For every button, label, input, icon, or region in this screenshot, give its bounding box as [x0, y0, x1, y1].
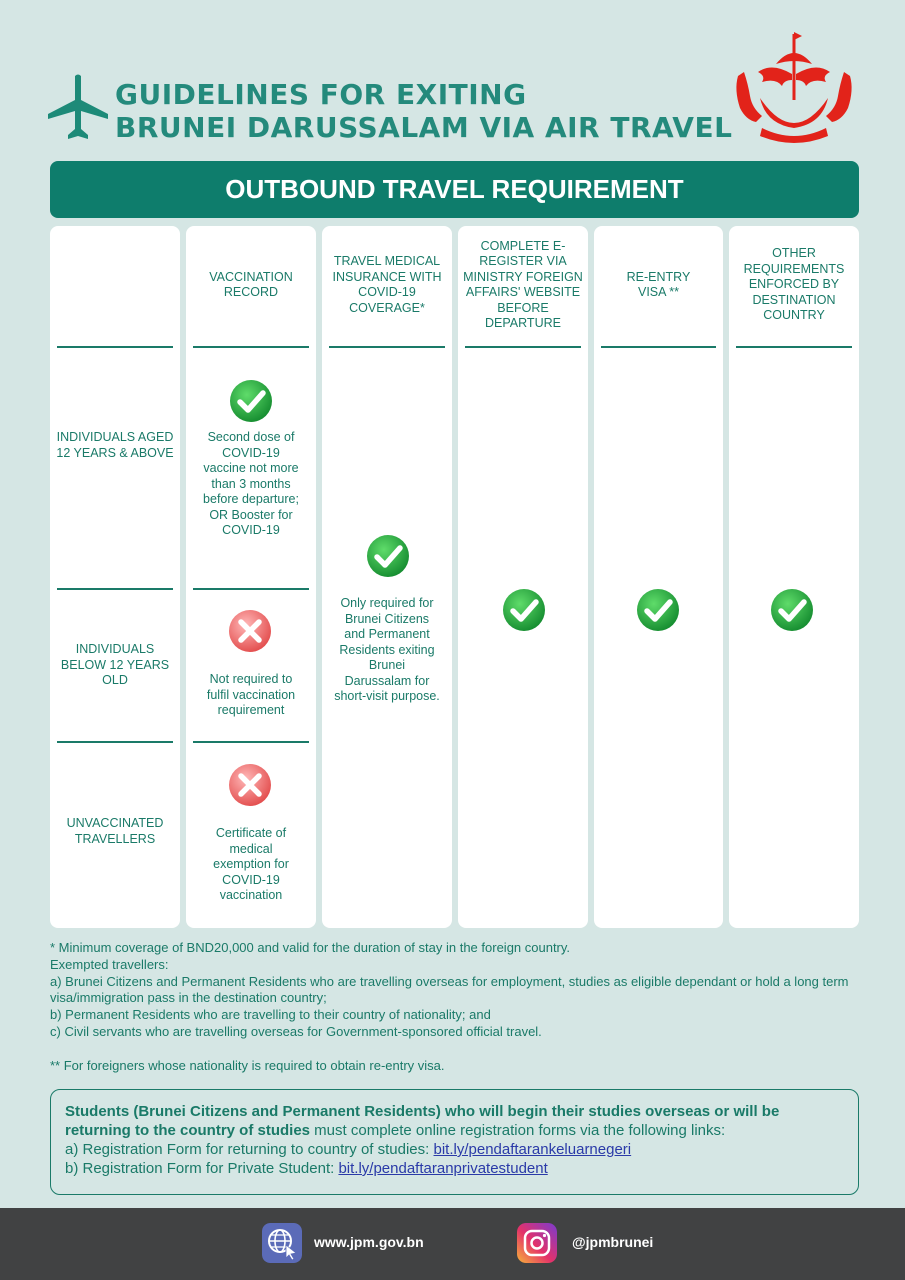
- footnote-exempted-a: a) Brunei Citizens and Permanent Residents who are travelling overseas for employment, studies as eligible dependant or hold a long term visa/immigration pass in the destination country;: [50, 973, 849, 1006]
- vaccination-column: [186, 226, 316, 928]
- row-label-unvaccinated: UNVACCINATED TRAVELLERS: [66, 816, 164, 846]
- brunei-emblem: [732, 28, 856, 144]
- other-requirements-column: [729, 226, 859, 928]
- footnote-insurance: * Minimum coverage of BND20,000 and valid for the duration of stay in the foreign country.: [50, 940, 571, 955]
- column-header-vaccination: VACCINATION RECORD: [209, 269, 293, 299]
- instagram-icon[interactable]: [517, 1223, 557, 1263]
- cross-icon: [226, 607, 274, 655]
- students-normal-text: must complete online registration forms via the following links:: [310, 1122, 726, 1139]
- title-line-1: GUIDELINES FOR EXITING: [115, 78, 527, 111]
- reentry-column: [594, 226, 723, 928]
- column-header-other: OTHER REQUIREMENTS ENFORCED BY DESTINATION COUNTRY: [743, 246, 845, 323]
- footer: [0, 1208, 905, 1280]
- header-divider: [57, 346, 173, 348]
- row-label-aged-12-above: INDIVIDUALS AGED 12 YEARS & ABOVE: [56, 430, 174, 460]
- footnote-exempted-b: b) Permanent Residents who are travelling to their country of nationality; and: [50, 1007, 491, 1023]
- section-banner: OUTBOUND TRAVEL REQUIREMENT: [50, 161, 859, 218]
- column-header-reentry: RE-ENTRY VISA **: [626, 269, 691, 299]
- header-divider: [329, 346, 445, 348]
- footer-website[interactable]: www.jpm.gov.bn: [314, 1234, 424, 1250]
- students-form-b-link[interactable]: bit.ly/pendaftaranprivatestudent: [338, 1160, 548, 1177]
- header-divider: [193, 346, 309, 348]
- page-header: [0, 0, 905, 160]
- title-line-2: BRUNEI DARUSSALAM VIA AIR TRAVEL: [115, 111, 733, 144]
- row-label-below-12: INDIVIDUALS BELOW 12 YEARS OLD: [60, 642, 170, 687]
- vaccination-text-aged-12-above: Second dose of COVID-19 vaccine not more than 3 months before departure; OR Booster for COVID-19: [203, 430, 299, 537]
- header-divider: [736, 346, 852, 348]
- column-header-eregister: COMPLETE E-REGISTER VIA MINISTRY FOREIGN AFFAIRS' WEBSITE BEFORE DEPARTURE: [463, 238, 583, 330]
- students-bold-text: Students (Brunei Citizens and Permanent Residents) who will begin their studies overseas or will be returning to the country of studies: [65, 1103, 780, 1139]
- footnote-exempted-c: c) Civil servants who are travelling overseas for Government-sponsored official travel.: [50, 1023, 542, 1039]
- students-form-a-link[interactable]: bit.ly/pendaftarankeluarnegeri: [433, 1141, 632, 1158]
- row-divider: [193, 741, 309, 743]
- students-form-b-label: b) Registration Form for Private Student:: [65, 1160, 339, 1177]
- column-header-empty: [50, 226, 180, 344]
- row-divider: [193, 588, 309, 590]
- students-notice: [50, 1089, 859, 1195]
- header-divider: [601, 346, 716, 348]
- vaccination-text-unvaccinated: Certificate of medical exemption for COVID-19 vaccination: [213, 826, 289, 902]
- page-title: [115, 78, 732, 144]
- row-labels-column: [50, 226, 180, 928]
- cross-icon: [226, 761, 274, 809]
- row-divider: [57, 588, 173, 590]
- check-icon: [768, 586, 816, 634]
- check-icon: [364, 532, 412, 580]
- footnotes: [50, 940, 862, 1075]
- globe-icon[interactable]: [262, 1223, 302, 1263]
- check-icon: [634, 586, 682, 634]
- check-icon: [227, 377, 275, 425]
- vaccination-text-below-12: Not required to fulfil vaccination requirement: [206, 672, 296, 717]
- header-divider: [465, 346, 581, 348]
- insurance-column: [322, 226, 452, 928]
- footnote-exempted-heading: Exempted travellers:: [50, 956, 169, 972]
- eregister-column: [458, 226, 588, 928]
- row-divider: [57, 741, 173, 743]
- students-form-a-label: a) Registration Form for returning to country of studies:: [65, 1141, 434, 1158]
- check-icon: [500, 586, 548, 634]
- column-header-insurance: TRAVEL MEDICAL INSURANCE WITH COVID-19 COVERAGE*: [332, 254, 442, 315]
- footer-instagram[interactable]: @jpmbrunei: [572, 1234, 654, 1250]
- plane-icon: [46, 74, 110, 140]
- insurance-note: Only required for Brunei Citizens and Permanent Residents exiting Brunei Darussalam for short-visit purpose.: [334, 596, 440, 703]
- footnote-reentry: ** For foreigners whose nationality is required to obtain re-entry visa.: [50, 1057, 445, 1073]
